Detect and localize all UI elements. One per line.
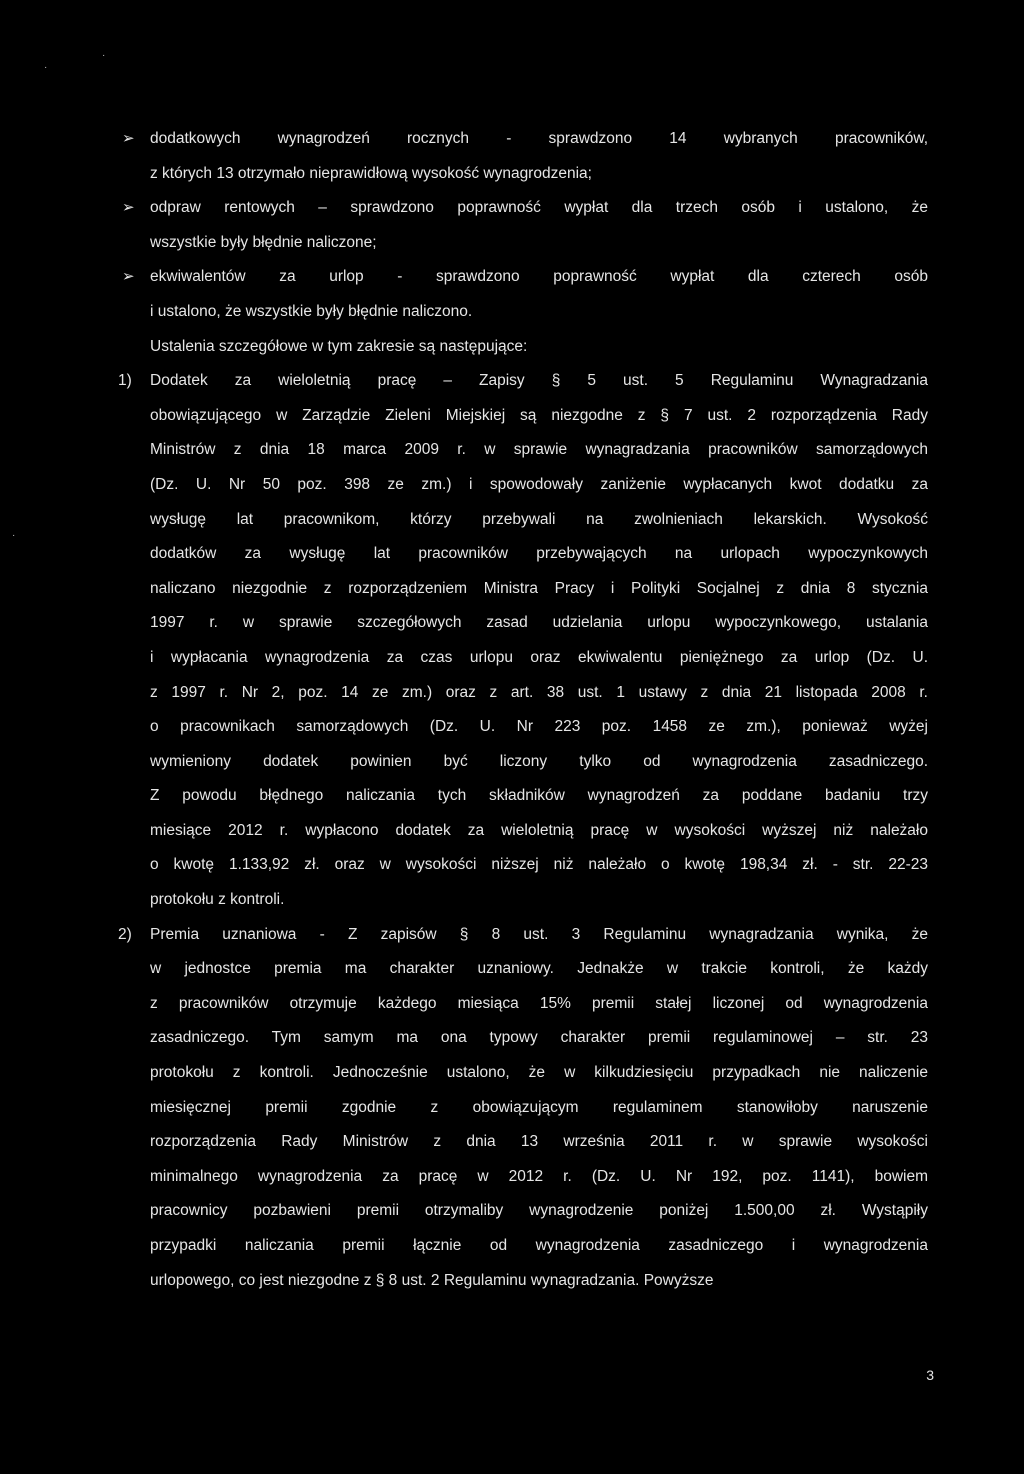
text-line [150, 399, 928, 434]
text-line [118, 364, 928, 399]
line-text: miesiące 2012 r. wypłacono dodatek za wieloletnią pracę w wysokości wyższej niż należało [150, 821, 928, 839]
text-line [150, 468, 928, 503]
text-line [150, 226, 928, 261]
line-text: wymieniony dodatek powinien być liczony tylko od wynagrodzenia zasadniczego. [150, 752, 928, 770]
bullet-marker-icon: ➢ [122, 199, 135, 217]
numbered-list [118, 364, 928, 1298]
text-line [150, 883, 928, 918]
scan-speck: · [44, 62, 48, 73]
text-line [150, 1194, 928, 1229]
line-text: protokołu z kontroli. [150, 891, 285, 909]
numbered-item [118, 364, 928, 918]
line-text: Z powodu błędnego naliczania tych składników wynagrodzeń za poddane badaniu trzy [150, 787, 928, 805]
text-line [150, 157, 928, 192]
text-line [150, 433, 928, 468]
bullet-marker-icon: ➢ [122, 130, 135, 147]
text-line [150, 814, 928, 849]
bullet-list [122, 122, 928, 330]
line-text: ekwiwalentów za urlop - sprawdzono poprawność wypłat dla czterech osób [150, 268, 928, 286]
numbered-item [118, 918, 928, 1299]
line-text: z 1997 r. Nr 2, poz. 14 ze zm.) oraz z art. 38 ust. 1 ustawy z dnia 21 listopada 2008 r. [150, 683, 928, 701]
line-text: zasadniczego. Tym samym ma ona typowy charakter premii regulaminowej – str. 23 [150, 1029, 928, 1047]
line-text: odpraw rentowych – sprawdzono poprawność wypłat dla trzech osób i ustalono, że [150, 199, 928, 217]
text-line [122, 260, 928, 295]
line-text: urlopowego, co jest niezgodne z § 8 ust. 2 Regulaminu wynagradzania. Powyższe [150, 1271, 714, 1289]
text-line [150, 1021, 928, 1056]
text-line [150, 779, 928, 814]
bullet-item [122, 122, 928, 191]
line-text: i wypłacania wynagrodzenia za czas urlopu oraz ekwiwalentu pieniężnego za urlop (Dz. U. [150, 648, 928, 666]
intro-paragraph: Ustalenia szczegółowe w tym zakresie są następujące: [150, 337, 528, 355]
line-text: dodatków za wysługę lat pracowników przebywających na urlopach wypoczynkowych [150, 545, 928, 563]
scan-speck: · [12, 530, 16, 541]
text-line [150, 572, 928, 607]
line-text: wszystkie były błędnie naliczone; [150, 233, 377, 251]
text-line [150, 1160, 928, 1195]
text-line [150, 1229, 928, 1264]
text-line [150, 745, 928, 780]
line-text: z których 13 otrzymało nieprawidłową wysokość wynagrodzenia; [150, 164, 592, 182]
text-line [150, 295, 928, 330]
line-text: Premia uznaniowa - Z zapisów § 8 ust. 3 Regulaminu wynagradzania wynika, że [150, 925, 928, 943]
line-text: i ustalono, że wszystkie były błędnie naliczono. [150, 302, 473, 320]
bullet-marker-icon: ➢ [122, 268, 135, 286]
line-text: w jednostce premia ma charakter uznaniowy. Jednakże w trakcie kontroli, że każdy [150, 960, 928, 978]
line-text: 1997 r. w sprawie szczegółowych zasad udzielania urlopu wypoczynkowego, ustalania [150, 614, 928, 632]
text-line [150, 987, 928, 1022]
line-text: Dodatek za wieloletnią pracę – Zapisy § 5 ust. 5 Regulaminu Wynagradzania [150, 372, 928, 390]
line-text: dodatkowych wynagrodzeń rocznych - sprawdzono 14 wybranych pracowników, [150, 130, 928, 147]
text-line [150, 503, 928, 538]
line-text: o kwotę 1.133,92 zł. oraz w wysokości niższej niż należało o kwotę 198,34 zł. - str. 22-23 [150, 856, 928, 874]
line-text: o pracownikach samorządowych (Dz. U. Nr 223 poz. 1458 ze zm.), ponieważ wyżej [150, 718, 928, 736]
item-number: 1) [118, 372, 132, 390]
line-text: protokołu z kontroli. Jednocześnie ustalono, że w kilkudziesięciu przypadkach nie naliczenie [150, 1064, 928, 1082]
scan-speck: · [102, 50, 106, 61]
text-line [150, 1264, 928, 1299]
line-text: (Dz. U. Nr 50 poz. 398 ze zm.) i spowodowały zaniżenie wypłacanych kwot dodatku za [150, 475, 928, 493]
line-text: z pracowników otrzymuje każdego miesiąca 15% premii stałej liczonej od wynagrodzenia [150, 994, 928, 1012]
line-text: naliczano niezgodnie z rozporządzeniem Ministra Pracy i Polityki Socjalnej z dnia 8 stycznia [150, 579, 928, 597]
text-line [150, 676, 928, 711]
text-line [150, 606, 928, 641]
text-line [150, 537, 928, 572]
text-line [118, 918, 928, 953]
line-text: rozporządzenia Rady Ministrów z dnia 13 września 2011 r. w sprawie wysokości [150, 1133, 928, 1151]
item-number: 2) [118, 925, 132, 943]
text-line [150, 641, 928, 676]
text-line [150, 1056, 928, 1091]
text-line [150, 952, 928, 987]
text-line [150, 848, 928, 883]
line-text: przypadki naliczania premii łącznie od wynagrodzenia zasadniczego i wynagrodzenia [150, 1237, 928, 1254]
line-text: wysługę lat pracownikom, którzy przebywali na zwolnieniach lekarskich. Wysokość [150, 510, 928, 528]
bullet-item [122, 260, 928, 329]
page-number: 3 [926, 1367, 934, 1383]
line-text: pracownicy pozbawieni premii otrzymaliby wynagrodzenie poniżej 1.500,00 zł. Wystąpiły [150, 1202, 928, 1220]
line-text: Ministrów z dnia 18 marca 2009 r. w sprawie wynagradzania pracowników samorządowych [150, 441, 928, 459]
text-line [150, 1091, 928, 1126]
text-line [150, 1125, 928, 1160]
text-line [122, 191, 928, 226]
bullet-item [122, 191, 928, 260]
line-text: miesięcznej premii zgodnie z obowiązującym regulaminem stanowiłoby naruszenie [150, 1098, 928, 1116]
line-text: minimalnego wynagrodzenia za pracę w 2012 r. (Dz. U. Nr 192, poz. 1141), bowiem [150, 1167, 928, 1185]
text-line [122, 122, 928, 157]
text-line [150, 710, 928, 745]
document-body [118, 122, 928, 1298]
line-text: obowiązującego w Zarządzie Zieleni Miejskiej są niezgodne z § 7 ust. 2 rozporządzenia Rady [150, 406, 928, 424]
